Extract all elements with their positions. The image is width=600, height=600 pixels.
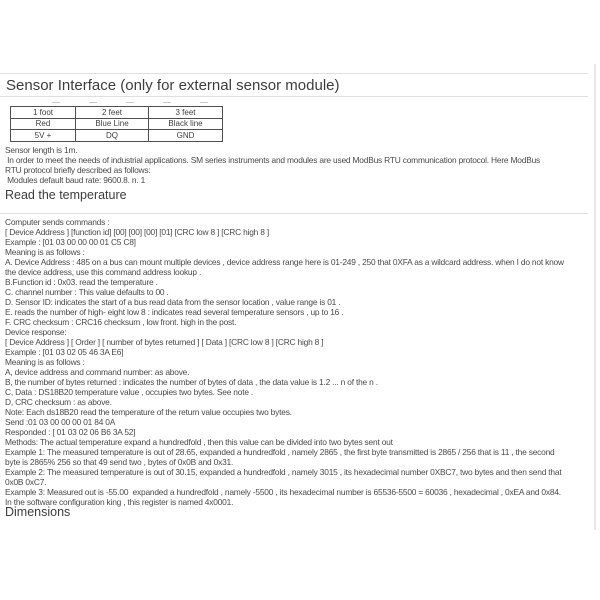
protocol-description-text (5, 217, 564, 507)
divider (0, 213, 588, 214)
text-line: Sensor length is 1m. (5, 145, 78, 155)
table-cell: Blue Line (76, 118, 149, 130)
text-line: B.Function id : 0x03. read the temperature . (5, 277, 158, 287)
text-line: E. reads the number of high- eight low 8 : indicates read several temperature sensors , up to 16 . (5, 307, 344, 317)
table-cell: Black line (149, 118, 223, 130)
faint-dash (89, 102, 97, 103)
table-cell: Red (11, 118, 76, 130)
faint-dash (126, 102, 134, 103)
text-line: In the software configuration king , this register is named 4x0001. (5, 497, 234, 507)
faint-artifact-marks (52, 101, 208, 103)
text-line: Send :01 03 00 00 00 01 84 0A (5, 417, 116, 427)
table-cell: 2 feet (76, 107, 149, 119)
faint-dash (200, 102, 208, 103)
table-cell: 5V + (11, 130, 76, 142)
text-line: the device address, use this command address lookup . (5, 267, 202, 277)
text-line: F. CRC checksum : CRC16 checksum , low front. high in the post. (5, 317, 237, 327)
text-line: 0x0B 0xC7. (5, 477, 47, 487)
text-line: C. channel number : This value defaults to 00 . (5, 287, 169, 297)
text-line: D. Sensor ID: indicates the start of a bus read data from the sensor location , value range is 01 . (5, 297, 341, 307)
text-line: Methods: The actual temperature expand a hundredfold , then this value can be divided into two bytes sent out (5, 437, 393, 447)
faint-dash (52, 102, 60, 103)
text-line: Computer sends commands : (5, 217, 110, 227)
text-line: Meaning is as follows : (5, 247, 85, 257)
text-line: Device response: (5, 327, 67, 337)
intro-paragraphs (5, 145, 540, 185)
section-heading-dimensions: Dimensions (5, 505, 71, 519)
text-line: [ Device Address ] [function id] [00] [00] [00] [01] [CRC low 8 ] [CRC high 8 ] (5, 227, 269, 237)
wiring-table (10, 106, 223, 142)
table-cell: 1 foot (11, 107, 76, 119)
text-line: byte is 2865% 256 so that 49 send two , bytes of 0x0B and 0x31. (5, 457, 234, 467)
text-line: [ Device Address ] [ Order ] [ number of bytes returned ] [ Data ] [CRC low 8 ] [CRC high 8 ] (5, 337, 324, 347)
table-row (11, 107, 223, 119)
section-heading-read-temperature: Read the temperature (5, 188, 127, 202)
divider (0, 96, 588, 97)
text-line: Example 1: The measured temperature is out of 28.65, expanded a hundredfold , namely 2865 , the first byte transmitted is 2865 / 256 that is 11 , the second (5, 447, 555, 457)
text-line: B, the number of bytes returned : indicates the number of bytes of data , the data value is 1.2 ... n of the n . (5, 377, 378, 387)
text-line: Example 3: Measured out is -55.00 expanded a hundredfold , namely -5500 , its hexadecimal number is 65536-5500 = 60036 , hexadecimal , 0xEA and 0x84. (5, 487, 561, 497)
text-line: Note: Each ds18B20 read the temperature of the return value occupies two bytes. (5, 407, 292, 417)
page-right-border (594, 64, 596, 530)
table-row (11, 118, 223, 130)
text-line: Meaning is as follows : (5, 357, 85, 367)
text-line: In order to meet the needs of industrial applications. SM series instruments and modules are used ModBus RTU communication protocol. Here ModBus (5, 155, 541, 165)
text-line: Responded : [ 01 03 02 06 B6 3A 52] (5, 427, 136, 437)
page-title: Sensor Interface (only for external sensor module) (6, 77, 340, 94)
table-cell: DQ (76, 130, 149, 142)
text-line: Example 2: The measured temperature is out of 30.15, expanded a hundredfold , namely 3015 , its hexadecimal number 0XBC7, two bytes and then send that (5, 467, 562, 477)
table-cell: 3 feet (149, 107, 223, 119)
text-line: A. Device Address : 485 on a bus can mount multiple devices , device address range here is 01-249 , 250 that 0XFA as a wildcard address. when I do not know (5, 257, 564, 267)
text-line: C, Data : DS18B20 temperature value , occupies two bytes. See note . (5, 387, 254, 397)
text-line: D, CRC checksum : as above. (5, 397, 112, 407)
faint-dash (163, 102, 171, 103)
text-line: Example : [01 03 02 05 46 3A E6] (5, 347, 124, 357)
text-line: Example : [01 03 00 00 00 01 C5 C8] (5, 237, 136, 247)
text-line: A, device address and command number: as above. (5, 367, 190, 377)
text-line: Modules default baud rate: 9600.8. n. 1 (5, 175, 146, 185)
table-row (11, 130, 223, 142)
text-line: RTU protocol briefly described as follows: (5, 165, 151, 175)
divider (0, 73, 588, 74)
table-cell: GND (149, 130, 223, 142)
